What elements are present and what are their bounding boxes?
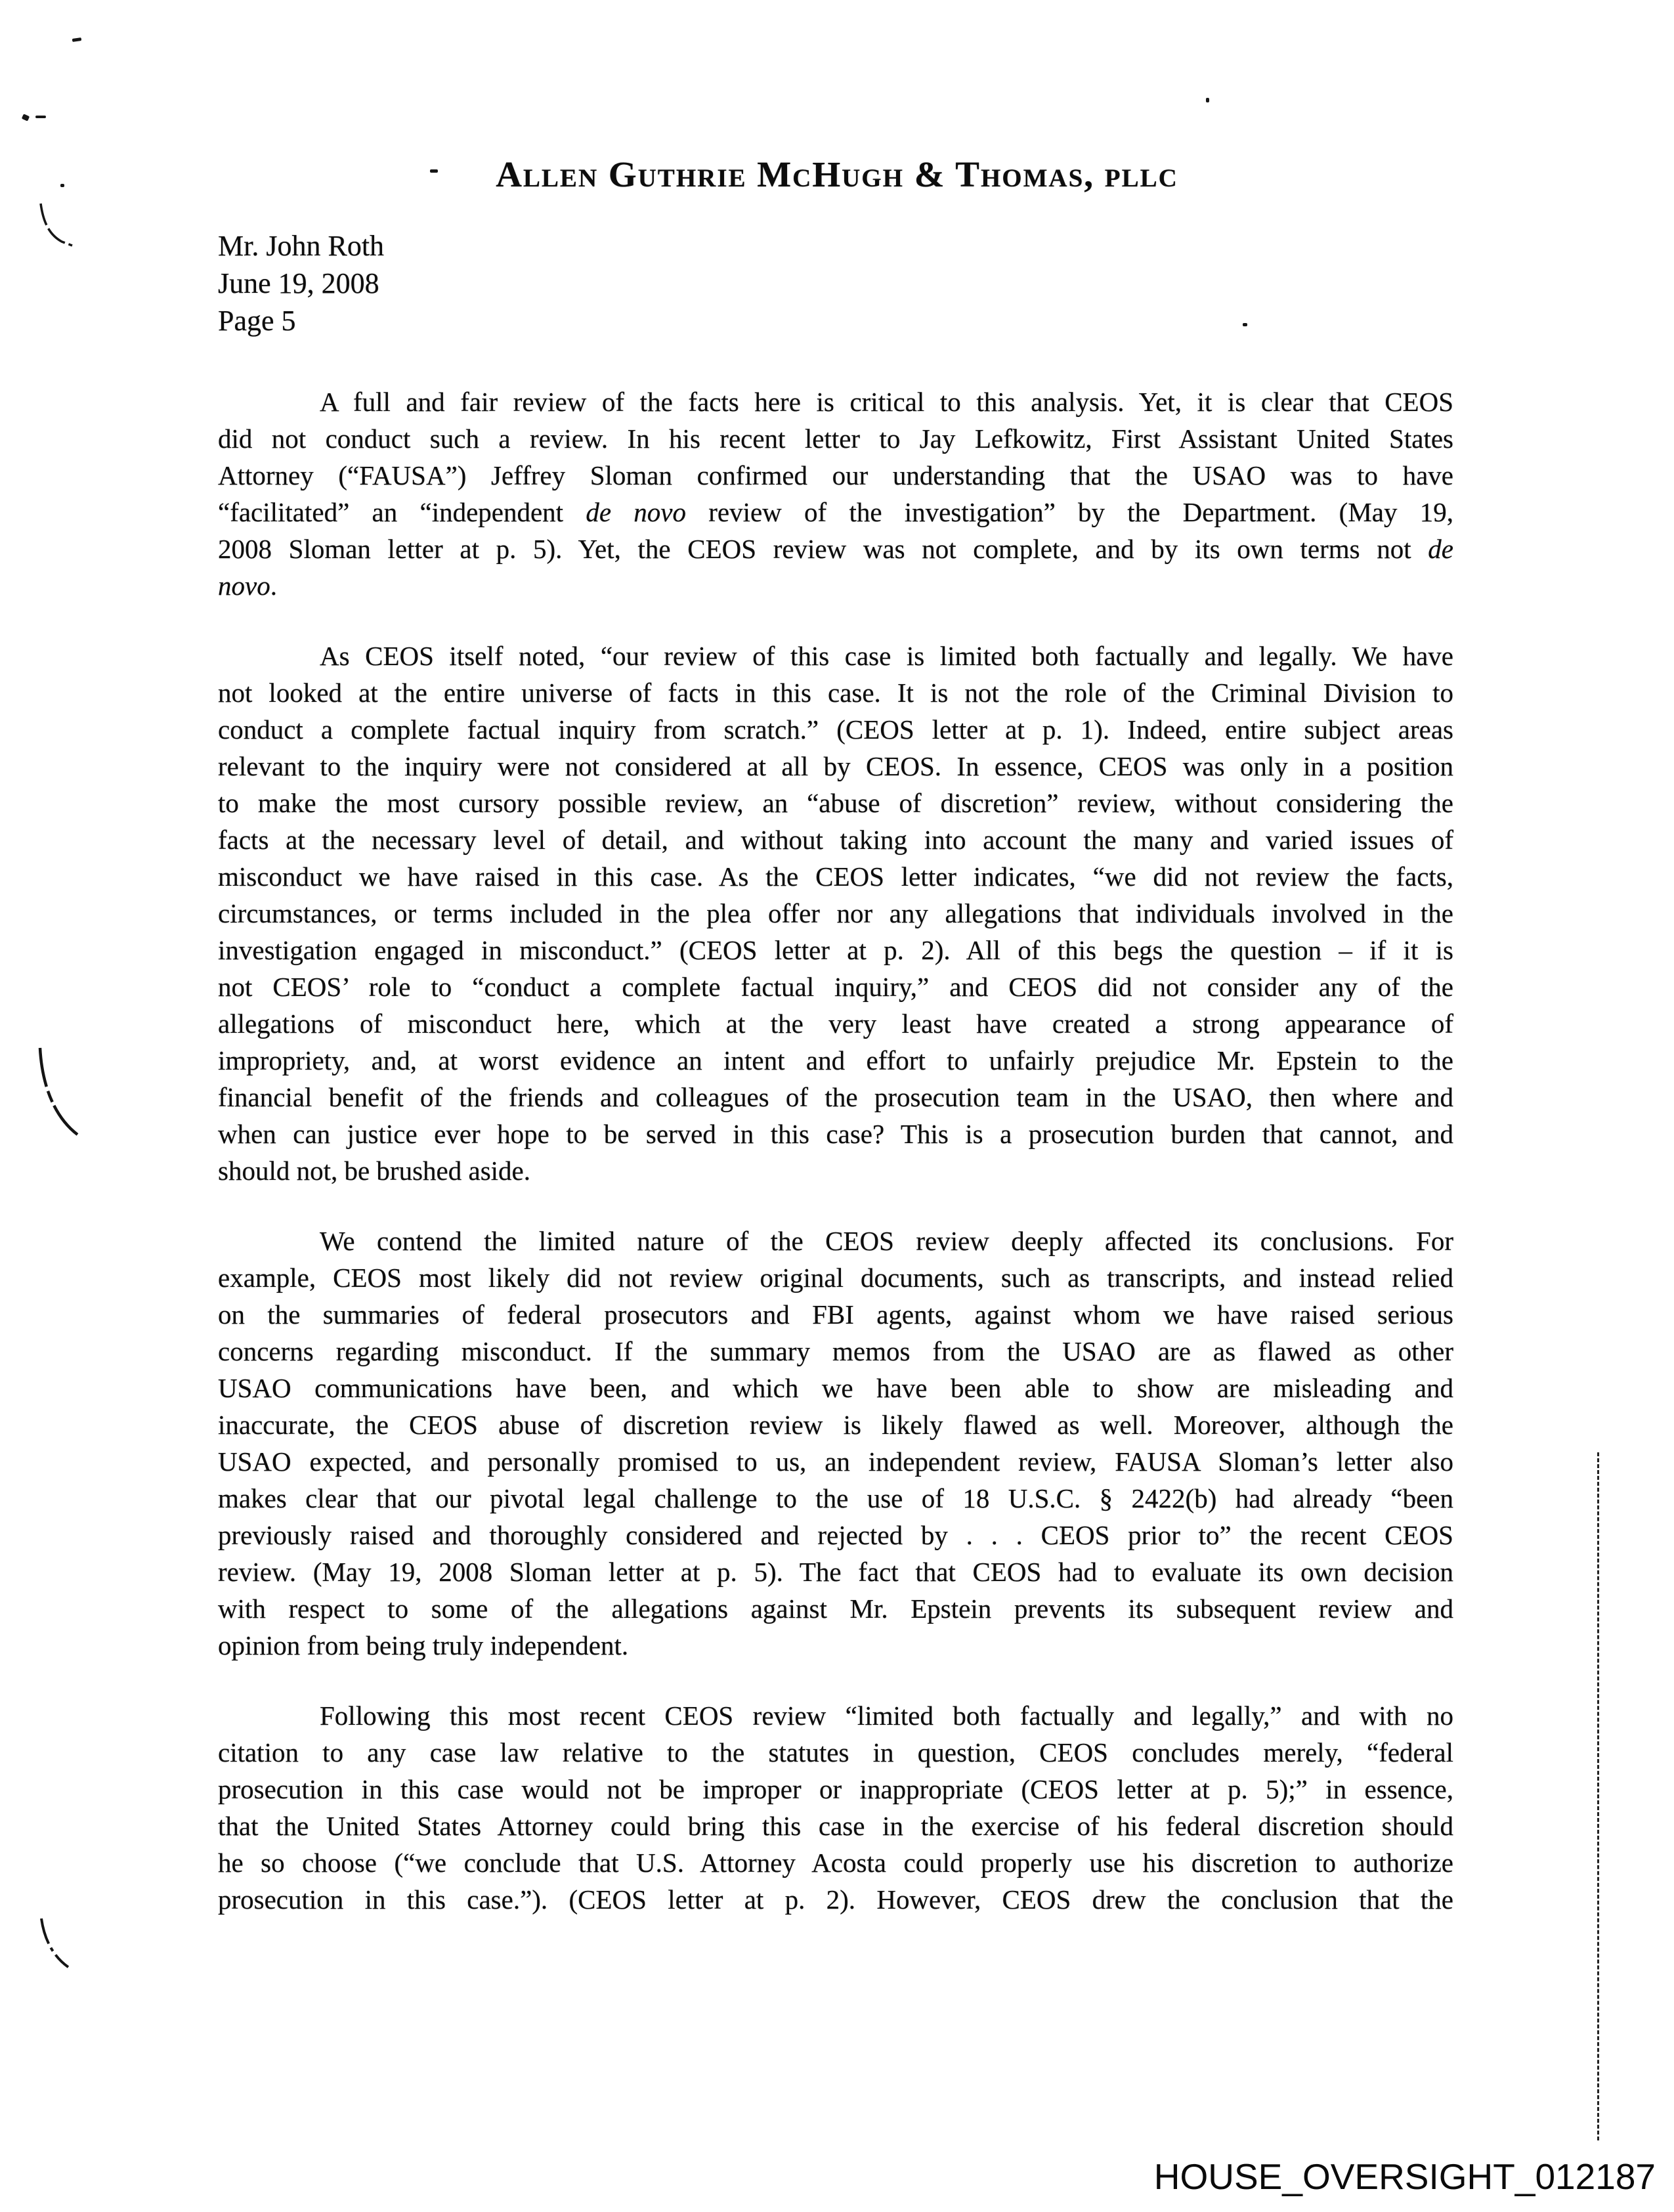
text-line: citation to any case law relative to the statutes in question, CEOS concludes merely, “federal <box>218 1737 1453 1767</box>
text-line: USAO expected, and personally promised to us, an independent review, FAUSA Sloman’s letter also <box>218 1446 1453 1477</box>
bates-stamp: HOUSE_OVERSIGHT_012187 <box>1153 2156 1656 2197</box>
text-line: he so choose (“we conclude that U.S. Attorney Acosta could properly use his discretion to authorize <box>218 1848 1453 1878</box>
text-line: Following this most recent CEOS review “limited both factually and legally,” and with no <box>320 1701 1453 1731</box>
text-line: when can justice ever hope to be served in this case? This is a prosecution burden that cannot, and <box>218 1119 1453 1149</box>
scan-speck <box>430 169 438 173</box>
text-line: to make the most cursory possible review, an “abuse of discretion” review, without considering the <box>218 788 1453 818</box>
text-line: Attorney (“FAUSA”) Jeffrey Sloman confirmed our understanding that the USAO was to have <box>218 460 1453 490</box>
text-line: should not, be brushed aside. <box>218 1156 530 1186</box>
text-line: opinion from being truly independent. <box>218 1630 629 1660</box>
page-number-label: Page 5 <box>218 305 296 337</box>
text-line: circumstances, or terms included in the plea offer nor any allegations that individuals involved in the <box>218 898 1453 928</box>
text-line: with respect to some of the allegations against Mr. Epstein prevents its subsequent review and <box>218 1594 1453 1624</box>
scan-speck <box>35 116 46 118</box>
text-line: allegations of misconduct here, which at the very least have created a strong appearance of <box>218 1008 1453 1039</box>
text-line: that the United States Attorney could bring this case in the exercise of his federal discretion should <box>218 1811 1453 1841</box>
text-line: on the summaries of federal prosecutors and FBI agents, against whom we have raised serious <box>218 1299 1453 1330</box>
text-line: A full and fair review of the facts here is critical to this analysis. Yet, it is clear that CEOS <box>320 387 1453 417</box>
text-line: previously raised and thoroughly considered and rejected by . . . CEOS prior to” the recent CEOS <box>218 1520 1453 1550</box>
text-line: relevant to the inquiry were not considered at all by CEOS. In essence, CEOS was only in a position <box>218 751 1453 781</box>
text-line: impropriety, and, at worst evidence an intent and effort to unfairly prejudice Mr. Epstein to the <box>218 1045 1453 1075</box>
text-line: investigation engaged in misconduct.” (CEOS letter at p. 2). All of this begs the question – if it is <box>218 935 1453 965</box>
text-line: “facilitated” an “independent de novo review of the investigation” by the Department. (May 19, <box>218 497 1453 527</box>
text-line: novo. <box>218 571 277 601</box>
scan-speck <box>1206 98 1209 102</box>
text-line: not looked at the entire universe of facts in this case. It is not the role of the Criminal Division to <box>218 678 1453 708</box>
text-line: prosecution in this case.”). (CEOS letter at p. 2). However, CEOS drew the conclusion that the <box>218 1884 1453 1915</box>
text-line: conduct a complete factual inquiry from scratch.” (CEOS letter at p. 1). Indeed, entire subject areas <box>218 714 1453 745</box>
text-line: concerns regarding misconduct. If the summary memos from the USAO are as flawed as other <box>218 1336 1453 1366</box>
text-line: example, CEOS most likely did not review original documents, such as transcripts, and instead relied <box>218 1263 1453 1293</box>
text-line: makes clear that our pivotal legal challenge to the use of 18 U.S.C. § 2422(b) had already “been <box>218 1483 1453 1513</box>
text-line: misconduct we have raised in this case. As the CEOS letter indicates, “we did not review the facts, <box>218 861 1453 892</box>
text-line: did not conduct such a review. In his recent letter to Jay Lefkowitz, First Assistant United States <box>218 423 1453 454</box>
scan-speck <box>60 184 64 187</box>
text-line: We contend the limited nature of the CEOS review deeply affected its conclusions. For <box>320 1226 1453 1256</box>
text-line: As CEOS itself noted, “our review of this case is limited both factually and legally. We have <box>320 641 1453 671</box>
letter-date: June 19, 2008 <box>218 267 379 299</box>
text-line: prosecution in this case would not be improper or inappropriate (CEOS letter at p. 5);” in essence, <box>218 1774 1453 1804</box>
recipient-name: Mr. John Roth <box>218 230 385 262</box>
letterhead-firm-name: Allen Guthrie McHugh & Thomas, pllc <box>496 154 1178 194</box>
text-line: USAO communications have been, and which we have been able to show are misleading and <box>218 1373 1453 1403</box>
text-line: facts at the necessary level of detail, and without taking into account the many and varied issues of <box>218 825 1453 855</box>
text-line: inaccurate, the CEOS abuse of discretion review is likely flawed as well. Moreover, although the <box>218 1410 1453 1440</box>
scan-speck <box>1243 323 1247 326</box>
text-line: review. (May 19, 2008 Sloman letter at p. 5). The fact that CEOS had to evaluate its own decision <box>218 1557 1453 1587</box>
text-line: financial benefit of the friends and colleagues of the prosecution team in the USAO, then where and <box>218 1082 1453 1112</box>
text-line: not CEOS’ role to “conduct a complete factual inquiry,” and CEOS did not consider any of the <box>218 972 1453 1002</box>
text-line: 2008 Sloman letter at p. 5). Yet, the CEOS review was not complete, and by its own terms not de <box>218 534 1453 564</box>
